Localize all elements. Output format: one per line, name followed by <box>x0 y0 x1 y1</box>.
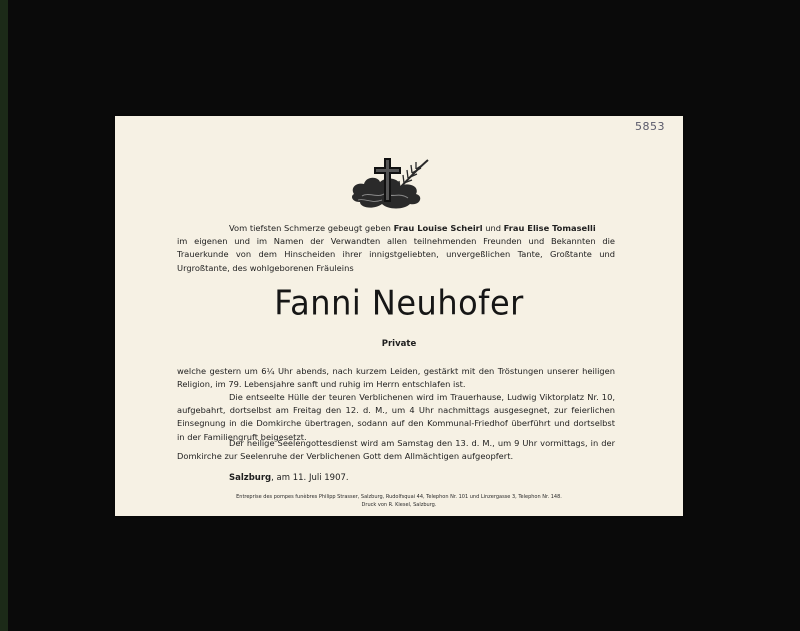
place-date-line <box>229 473 349 483</box>
death-notice-paragraph: welche gestern um 6¼ Uhr abends, nach kurzem Leiden, gestärkt mit den Tröstungen unserer heiligen Religion, im 79. Lebensjahre sanft und ruhig im Herrn entschlafen ist. <box>177 366 615 390</box>
mass-notice-paragraph: Der heilige Seelengottesdienst wird am Samstag den 13. d. M., um 9 Uhr vormittags, in der Domkirche zur Seelenruhe der Verblichenen Gott dem Allmächtigen aufgeopfert. <box>177 438 615 462</box>
footer-line-1: Entreprise des pompes funèbres Philipp Strasser, Salzburg, Rudolfsquai 44, Telephon Nr. 101 und Linzergasse 3, Telephon Nr. 148. <box>236 494 562 500</box>
intro-paragraph <box>177 222 615 275</box>
intro-prefix: Vom tiefsten Schmerze gebeugt geben <box>229 223 394 233</box>
deceased-name: Fanni Neuhofer <box>274 283 524 323</box>
death-notice-card <box>115 116 683 516</box>
intro-rest: im eigenen und im Namen der Verwandten allen teilnehmenden Freunden und Bekannten die Trauerkunde von dem Hinscheiden ihrer innigstgeliebten, unvergeßlichen Tante, Großtante und Urgroßtante, des wohlgeborenen Fräuleins <box>177 236 615 273</box>
mourner-name-2: Frau Elise Tomaselli <box>503 223 596 233</box>
date: , am 11. Juli 1907. <box>271 473 349 483</box>
deceased-role: Private <box>381 339 417 349</box>
cross-wreath-emblem <box>348 154 436 212</box>
mount-left-edge <box>0 0 8 631</box>
intro-joiner: und <box>482 223 504 233</box>
place: Salzburg <box>229 473 272 483</box>
printer-footer <box>115 493 683 509</box>
mourner-name-1: Frau Louise Scheirl <box>393 223 483 233</box>
funeral-notice-paragraph: Die entseelte Hülle der teuren Verblichenen wird im Trauerhause, Ludwig Viktorplatz Nr. 10, aufgebahrt, dortselbst am Freitag den 12. d. M., um 4 Uhr nachmittags ausgesegnet, zur feierlichen Einsegnung in die Domkirche übertragen, sodann auf den Kommunal-Friedhof überführt und dortselbst in der Familiengruft beigesetzt. <box>177 392 615 442</box>
footer-line-2: Druck von R. Kiesel, Salzburg. <box>361 502 437 508</box>
archive-number: 5853 <box>635 120 665 133</box>
